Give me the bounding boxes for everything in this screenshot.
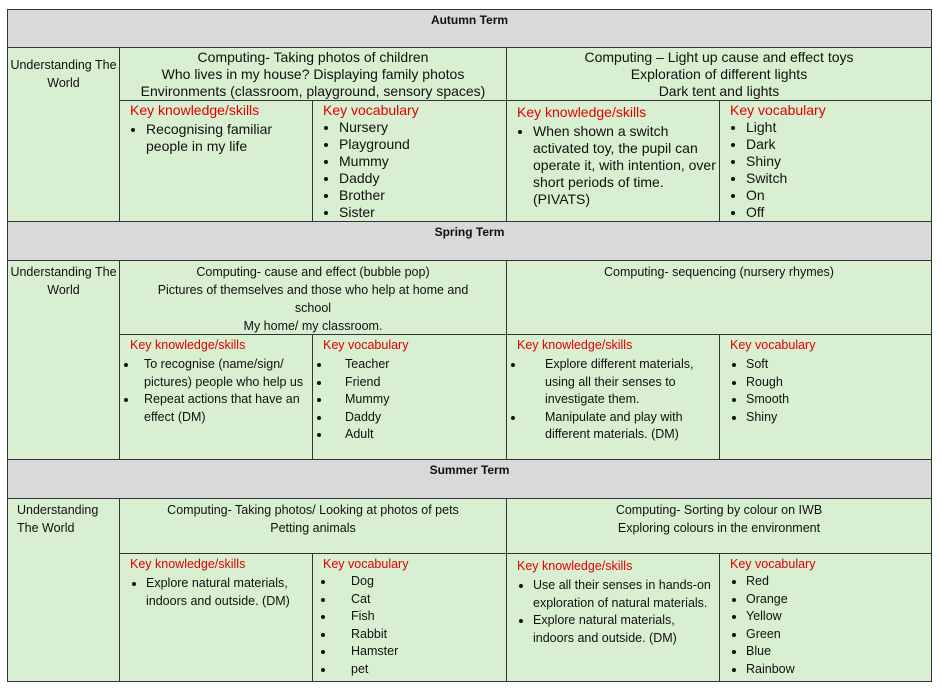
list-item: • Rough <box>746 374 931 392</box>
list-item: • Manipulate and play with different materials. (DM) <box>525 409 719 444</box>
list-item: • Daddy <box>331 409 506 427</box>
vocab-heading: Key vocabulary <box>323 557 409 571</box>
list-item: • Use all their senses in hands-on exploration of natural materials. <box>533 577 719 612</box>
list-item: • Sister <box>339 204 506 221</box>
skills-heading: Key knowledge/skills <box>130 102 260 118</box>
list-item: • Nursery <box>339 119 506 136</box>
list-item: • Yellow <box>746 608 931 626</box>
list-item: • pet <box>335 661 506 679</box>
vocab-list <box>720 119 931 221</box>
list-item: • Orange <box>746 591 931 609</box>
list-item: • Teacher <box>331 356 506 374</box>
list-item: • Playground <box>339 136 506 153</box>
skills-list <box>120 121 312 155</box>
skills-cell-left <box>119 334 313 460</box>
skills-cell-left <box>119 553 313 682</box>
topic-cell-left: Computing- Taking photos/ Looking at photos of pets Petting animals <box>119 498 507 554</box>
list-item: • Shiny <box>746 409 931 427</box>
skills-list <box>507 356 719 444</box>
list-item: • On <box>746 187 931 204</box>
subject-cell: Understanding The World <box>7 498 120 682</box>
skills-cell-right <box>506 334 720 460</box>
vocab-list <box>313 573 506 678</box>
subject-cell: Understanding The World <box>7 47 120 222</box>
topic-cell-right: Computing- sequencing (nursery rhymes) <box>506 260 932 335</box>
vocab-list <box>313 119 506 221</box>
subject-cell: Understanding The World <box>7 260 120 460</box>
list-item: • Rabbit <box>335 626 506 644</box>
list-item: • Explore natural materials, indoors and outside. (DM) <box>533 612 719 647</box>
list-item: • Repeat actions that have an effect (DM) <box>138 391 312 426</box>
list-item: • Mummy <box>339 153 506 170</box>
vocab-heading: Key vocabulary <box>730 557 816 571</box>
list-item: • When shown a switch activated toy, the pupil can operate it, with intention, over short periods of time. (PIVATS) <box>533 123 719 208</box>
list-item: • Fish <box>335 608 506 626</box>
skills-heading: Key knowledge/skills <box>517 559 633 573</box>
topic-cell-right: Computing – Light up cause and effect toys Exploration of different lights Dark tent and lights <box>506 47 932 101</box>
term-title: Autumn Term <box>430 13 509 27</box>
skills-heading: Key knowledge/skills <box>130 338 246 352</box>
list-item: • Shiny <box>746 153 931 170</box>
vocab-cell-left <box>312 553 507 682</box>
skills-cell-left <box>119 100 313 222</box>
topic-cell-right: Computing- Sorting by colour on IWB Exploring colours in the environment <box>506 498 932 554</box>
list-item: • Recognising familiar people in my life <box>146 121 312 155</box>
vocab-heading: Key vocabulary <box>730 102 826 118</box>
skills-heading: Key knowledge/skills <box>517 104 647 120</box>
vocab-list <box>720 573 931 678</box>
list-item: • Explore natural materials, indoors and outside. (DM) <box>146 575 312 610</box>
list-item: • Off <box>746 204 931 221</box>
skills-heading: Key knowledge/skills <box>130 557 246 571</box>
skills-cell-right <box>506 100 720 222</box>
vocab-list <box>720 356 931 426</box>
vocab-cell-right <box>719 100 932 222</box>
list-item: • Dark <box>746 136 931 153</box>
vocab-cell-left <box>312 100 507 222</box>
term-header-autumn <box>7 9 932 48</box>
term-title: Spring Term <box>434 225 505 239</box>
list-item: • Hamster <box>335 643 506 661</box>
list-item: • Rainbow <box>746 661 931 679</box>
skills-list <box>120 575 312 610</box>
list-item: • Smooth <box>746 391 931 409</box>
vocab-list <box>313 356 506 444</box>
list-item: • Light <box>746 119 931 136</box>
term-header-spring <box>7 221 932 261</box>
vocab-cell-left <box>312 334 507 460</box>
topic-cell-left: Computing- cause and effect (bubble pop) Pictures of themselves and those who help at home and school My home/ my classroom. <box>119 260 507 335</box>
list-item: • Green <box>746 626 931 644</box>
list-item: • Soft <box>746 356 931 374</box>
vocab-heading: Key vocabulary <box>323 338 409 352</box>
list-item: • Friend <box>331 374 506 392</box>
list-item: • Explore different materials, using all their senses to investigate them. <box>525 356 719 409</box>
list-item: • Mummy <box>331 391 506 409</box>
topic-cell-left: Computing- Taking photos of children Who lives in my house? Displaying family photos Environments (classroom, playground, sensory spaces) <box>119 47 507 101</box>
list-item: • To recognise (name/sign/ pictures) people who help us <box>138 356 312 391</box>
skills-list <box>507 577 719 647</box>
term-title: Summer Term <box>429 463 510 477</box>
list-item: • Cat <box>335 591 506 609</box>
term-header-summer <box>7 459 932 499</box>
skills-list <box>507 123 719 208</box>
list-item: • Adult <box>331 426 506 444</box>
vocab-heading: Key vocabulary <box>730 338 816 352</box>
skills-heading: Key knowledge/skills <box>517 338 633 352</box>
list-item: • Blue <box>746 643 931 661</box>
list-item: • Switch <box>746 170 931 187</box>
list-item: • Brother <box>339 187 506 204</box>
skills-list <box>120 356 312 426</box>
vocab-cell-right <box>719 553 932 682</box>
list-item: • Daddy <box>339 170 506 187</box>
skills-cell-right <box>506 553 720 682</box>
list-item: • Dog <box>335 573 506 591</box>
list-item: • Red <box>746 573 931 591</box>
vocab-cell-right <box>719 334 932 460</box>
vocab-heading: Key vocabulary <box>323 102 419 118</box>
